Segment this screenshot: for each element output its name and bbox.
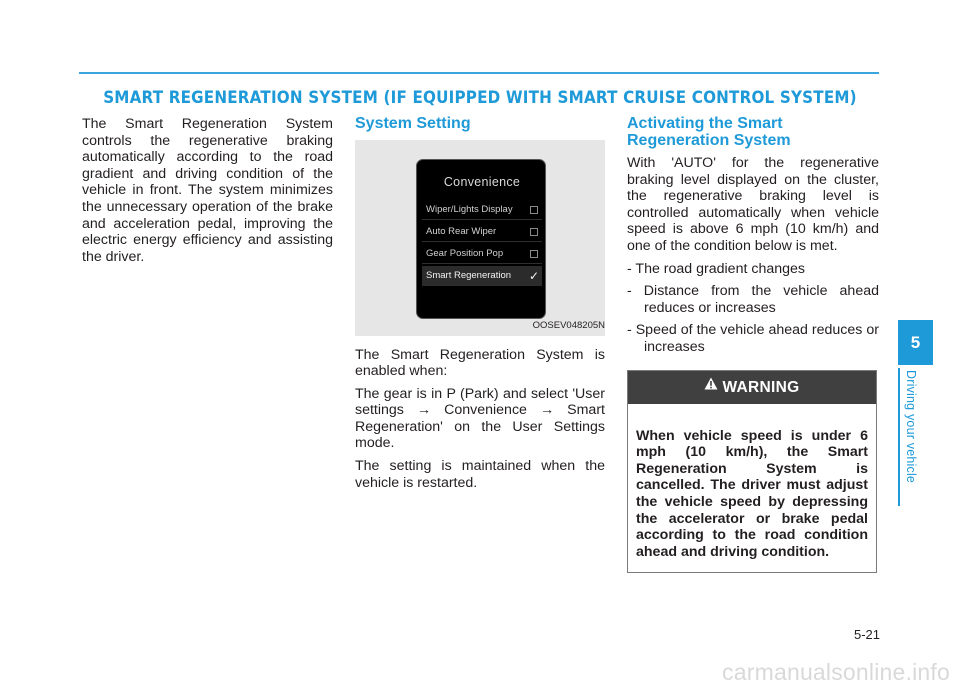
warning-body: When vehicle speed is under 6 mph (10 km/h), the Smart Regeneration System is cancelled. The driver must adjust the vehicle speed by depressing the accelerator or brake pedal according to the road condition ahead and driving condition. (636, 427, 868, 560)
intro-paragraph: The Smart Regeneration System controls the regenerative braking automatically according to the road gradient and driving condition of the vehicle in front. The system minimizes the unnecessary operation of the brake and acceleration pedal, improving the electric energy efficiency and assisting the driver. (82, 116, 333, 265)
checkbox-empty-icon (530, 206, 538, 214)
section-title: SMART REGENERATION SYSTEM (IF EQUIPPED WITH SMART CRUISE CONTROL SYSTEM) (103, 88, 857, 107)
column-intro (82, 116, 333, 271)
menu-item-label: Auto Rear Wiper (426, 225, 497, 237)
column-activating (627, 116, 879, 573)
setting-maintained-paragraph: The setting is maintained when the vehicle is restarted. (355, 458, 605, 491)
warning-title: WARNING (722, 378, 800, 396)
chapter-label (905, 370, 919, 504)
menu-item-wiper-lights (422, 200, 542, 220)
menu-item-smart-regeneration (422, 266, 542, 286)
condition-item: - Speed of the vehicle ahead reduces or increases (627, 322, 879, 355)
display-title: Convenience (443, 174, 521, 189)
condition-item: - Distance from the vehicle ahead reduces or increases (627, 283, 879, 316)
menu-item-label: Smart Regeneration (426, 269, 512, 281)
menu-item-label: Wiper/Lights Display (426, 203, 513, 215)
page-number: 5-21 (853, 627, 880, 642)
menu-item-label: Gear Position Pop (426, 247, 504, 259)
condition-item: - The road gradient changes (627, 260, 805, 277)
checkbox-empty-icon (530, 228, 538, 236)
watermark-text: carmanualsonline.info (722, 659, 950, 685)
auto-paragraph: With 'AUTO' for the regenerative braking level displayed on the cluster, the regenerative braking level is controlled automatically when vehicle speed is above 6 mph (10 km/h) and one of the condition below is met. (627, 155, 879, 254)
figure-code: OOSEV048205N (532, 319, 605, 331)
cluster-display (416, 159, 546, 319)
watermark (0, 656, 960, 689)
warning-header (628, 371, 876, 404)
warning-box (627, 370, 877, 574)
activating-heading: Activating the Smart Regeneration System (627, 115, 791, 149)
checkmark-icon: ✓ (528, 268, 539, 283)
system-setting-heading: System Setting (355, 115, 471, 132)
checkbox-empty-icon (530, 250, 538, 258)
column-system-setting (355, 116, 605, 497)
menu-item-auto-rear-wiper (422, 222, 542, 242)
chapter-tab: 5 (898, 320, 933, 365)
enabled-when-paragraph: The Smart Regeneration System is enabled when: (355, 346, 605, 380)
top-rule (79, 72, 879, 74)
chapter-label-text: Driving your vehicle (904, 370, 918, 484)
warning-triangle-icon (704, 369, 718, 402)
menu-item-gear-position-pop (422, 244, 542, 264)
gear-select-paragraph: The gear is in P (Park) and select 'User settings → Convenience → Smart Regeneration' on the User Settings mode. (355, 385, 605, 452)
cluster-display-figure (355, 140, 605, 336)
chapter-tab-rule (898, 368, 900, 506)
